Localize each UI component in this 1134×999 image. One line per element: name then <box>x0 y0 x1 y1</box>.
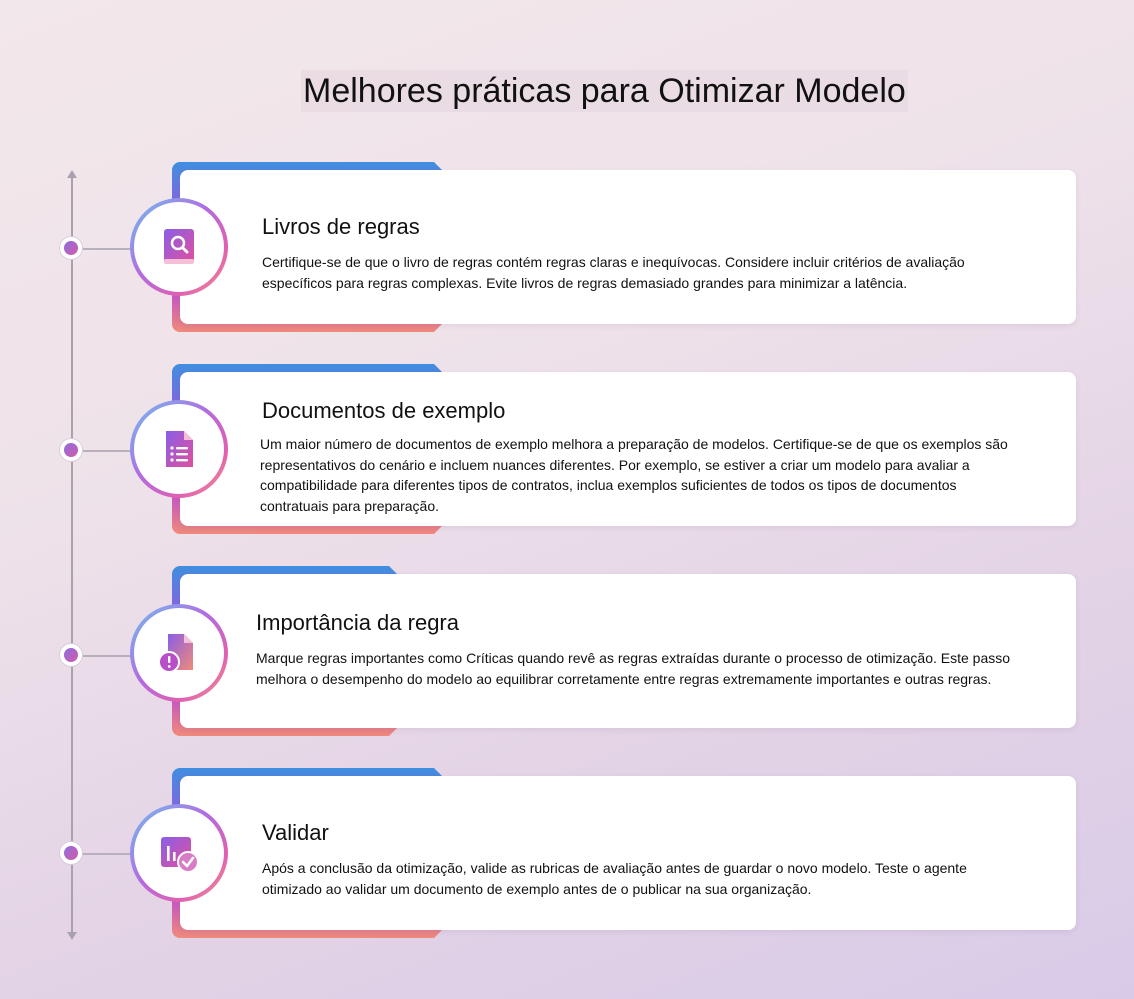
page-title-container <box>301 70 908 112</box>
step-title: Validar <box>262 820 329 845</box>
icon-ring <box>130 198 228 296</box>
card <box>180 170 1076 324</box>
timeline-line <box>71 176 73 936</box>
step-title: Livros de regras <box>262 214 420 239</box>
step-title: Importância da regra <box>256 610 459 635</box>
timeline-dot <box>60 439 82 461</box>
step-description: Marque regras importantes como Críticas quando revê as regras extraídas durante o processo de otimização. Este passo melhora o desempenho do modelo ao equilibrar corretamente entre regras extremamente importantes e outras regras. <box>256 650 1011 687</box>
book-search-icon <box>158 226 200 268</box>
icon-ring <box>130 400 228 498</box>
card <box>180 776 1076 930</box>
timeline-dot <box>60 237 82 259</box>
step-description: Certifique-se de que o livro de regras contém regras claras e inequívocas. Considere incluir critérios de avaliação específicos para regras complexas. Evite livros de regras demasiado grandes para minimizar a latência. <box>262 254 965 291</box>
step-rulebooks <box>172 162 1076 332</box>
step-sample-documents <box>172 364 1076 534</box>
timeline-dot <box>60 842 82 864</box>
step-rule-importance <box>172 566 1076 736</box>
icon-ring <box>130 604 228 702</box>
step-validate <box>172 768 1076 938</box>
timeline-arrow-down-icon <box>67 932 77 940</box>
page-title: Melhores práticas para Otimizar Modelo <box>303 72 906 110</box>
chart-check-icon <box>158 832 200 874</box>
step-title: Documentos de exemplo <box>262 398 506 423</box>
document-list-icon <box>158 428 200 470</box>
icon-ring <box>130 804 228 902</box>
step-description: Após a conclusão da otimização, valide as rubricas de avaliação antes de guardar o novo modelo. Teste o agente otimizado ao validar um documento de exemplo antes de o publicar na sua organização. <box>262 860 967 897</box>
timeline-dot <box>60 644 82 666</box>
step-description: Um maior número de documentos de exemplo melhora a preparação de modelos. Certifique-se de que os exemplos são representativos do cenário e incluem nuances diferentes. Por exemplo, se estiver a criar um modelo para avaliar a compatibilidade para diferentes tipos de contratos, inclua exemplos suficientes de todos os tipos de documentos contratuais para preparação. <box>260 436 1008 514</box>
document-alert-icon <box>158 632 200 674</box>
